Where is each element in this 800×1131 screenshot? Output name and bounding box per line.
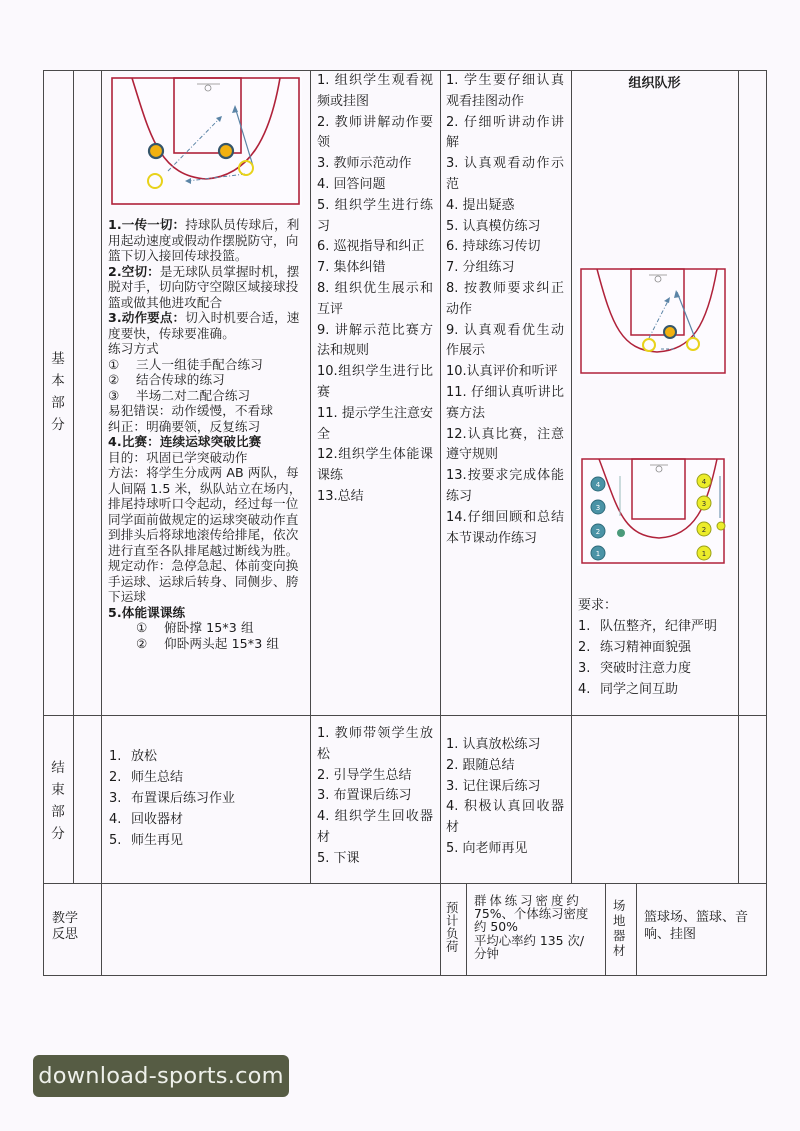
requirement-item	[578, 637, 736, 658]
load-line: 75%、个体练习密度	[474, 906, 589, 922]
student-activity: 2. 仔细听讲动作讲解	[446, 114, 564, 151]
requirement-number: 4.	[578, 682, 591, 697]
requirement-item	[578, 679, 736, 700]
student-activity: 1. 认真放松练习	[446, 737, 541, 752]
footer-divider-load-text	[466, 883, 467, 975]
venue-label-text: 场地器材	[613, 898, 626, 958]
table-border-bottom	[43, 975, 767, 976]
teaching-content-basic	[108, 217, 306, 651]
practice-method-3-text: 半场二对二配合练习	[136, 387, 251, 403]
content-item-1	[108, 217, 306, 264]
requirements-label: 要求：	[578, 598, 618, 613]
teacher-activity: 1. 组织学生观看视频或挂图	[317, 73, 433, 109]
content-item-2-text: 是无球队员掌握时机，摆脱对手，切向防守空隙区域接球投篮或做其他进攻配合	[108, 263, 300, 310]
load-label-text: 预计负荷	[446, 900, 459, 954]
student-activity: 2. 跟随总结	[446, 757, 515, 773]
teacher-activities-ending	[317, 724, 433, 870]
ending-item-text: 回收器材	[131, 812, 184, 827]
circle-number: ①	[108, 356, 120, 372]
practice-method-1	[108, 357, 306, 373]
content-item-3-text: 切入时机要合适，速度要快，传球要准确。	[108, 310, 300, 341]
row-divider-reflection	[43, 883, 767, 884]
organization-requirements	[578, 595, 736, 700]
table-border-left	[43, 70, 44, 976]
footer-divider-load-label	[440, 883, 441, 975]
footer-divider-venue-text	[636, 883, 637, 975]
ending-item-number: 4.	[109, 812, 122, 827]
teacher-activity: 5. 组织学生进行练习	[317, 197, 433, 234]
student-activity: 8. 按教师要求纠正动作	[446, 280, 564, 317]
fitness-item-2-text: 仰卧两头起 15*3 组	[164, 635, 280, 651]
requirement-number: 1.	[578, 619, 591, 634]
common-errors: 易犯错误：动作缓慢，不看球	[108, 403, 274, 418]
ending-item	[109, 830, 305, 851]
teacher-activity: 4. 组织学生回收器材	[317, 809, 433, 845]
student-activity: 13.按要求完成体能练习	[446, 468, 564, 504]
requirement-text: 队伍整齐，纪律严明	[600, 619, 718, 634]
load-line: 约 50%	[474, 919, 518, 935]
teacher-activity: 11. 提示学生注意安全	[317, 405, 433, 442]
team-a-player-2: 2	[595, 528, 601, 536]
section-label-ending	[48, 757, 68, 845]
practice-method-1-text: 三人一组徒手配合练习	[136, 356, 263, 372]
requirement-item	[578, 658, 736, 679]
content-item-5-title: 5.体能课课练	[108, 604, 186, 620]
student-activities-basic	[446, 71, 564, 549]
requirement-text: 突破时注意力度	[600, 661, 692, 676]
footer-divider-venue-label	[605, 883, 606, 975]
requirement-text: 练习精神面貌强	[600, 640, 692, 655]
teacher-activity: 6. 巡视指导和纠正	[317, 239, 425, 255]
fitness-item-1	[108, 620, 306, 636]
game-method: 方法：将学生分成两 AB 两队，每人间隔 1.5 米，纵队站立在场内，排尾持球听口令起动，经过每一位同学面前做规定的运球突破动作直到排头后将球地滚传给排尾，依次进行直至各队排尾越过断线为胜。	[108, 465, 302, 558]
court-diagram-svg	[110, 76, 302, 206]
content-item-1-title: 1.一传一切：	[108, 217, 186, 232]
col-divider-3	[310, 70, 311, 883]
table-border-right	[766, 70, 767, 976]
requirement-number: 2.	[578, 640, 591, 655]
content-item-3	[108, 310, 306, 341]
teacher-activity: 3. 教师示范动作	[317, 156, 412, 172]
ending-item-text: 师生总结	[131, 770, 184, 785]
reflection-text	[106, 890, 436, 970]
load-line: 分钟	[474, 945, 499, 961]
team-a-player-1: 1	[595, 550, 601, 558]
student-activity: 9. 认真观看优生动作展示	[446, 322, 564, 359]
formation-diagram-relay-lines	[577, 456, 729, 566]
venue-label	[613, 898, 627, 958]
teacher-activity: 10.组织学生进行比赛	[317, 364, 433, 400]
student-activity: 10.认真评价和听评	[446, 364, 558, 380]
student-activity: 6. 持球练习传切	[446, 239, 541, 255]
fitness-item-2	[108, 636, 306, 652]
row-divider-ending	[43, 715, 767, 716]
section-label-basic	[48, 348, 68, 436]
teacher-activities-basic	[317, 71, 433, 508]
ending-item-text: 布置课后练习作业	[131, 791, 236, 806]
relay-court-svg	[577, 456, 729, 566]
student-activity: 7. 分组练习	[446, 260, 515, 276]
section-label-ending-text: 结束部分	[51, 760, 65, 842]
student-activity: 12.认真比赛，注意遵守规则	[446, 426, 564, 463]
practice-method-2-text: 结合传球的练习	[136, 372, 225, 387]
content-item-3-title: 3.动作要点：	[108, 310, 186, 325]
col-divider-5	[571, 70, 572, 883]
requirement-number: 3.	[578, 661, 591, 676]
section-label-reflection	[52, 911, 82, 943]
teacher-activity: 2. 教师讲解动作要领	[317, 114, 433, 151]
team-b-player-4: 4	[701, 478, 707, 486]
student-activity: 1. 学生要仔细认真观看挂图动作	[446, 73, 564, 109]
ending-item-number: 3.	[109, 791, 122, 806]
ending-item-text: 师生再见	[131, 833, 184, 848]
team-a-player-4: 4	[595, 481, 601, 489]
teacher-activity: 3. 布置课后练习	[317, 788, 412, 804]
teacher-activity: 2. 引导学生总结	[317, 767, 412, 783]
teacher-activity: 1. 教师带领学生放松	[317, 726, 433, 762]
col-divider-1	[73, 70, 74, 883]
load-label	[446, 901, 460, 953]
content-item-1-text: 持球队员传球后，利用起动速度或假动作摆脱防守，向篮下切入接回传球投篮。	[108, 217, 300, 263]
teacher-activity: 13.总结	[317, 488, 364, 504]
teaching-content-ending	[109, 746, 305, 851]
watermark-badge: download-sports.com	[33, 1055, 289, 1097]
col-divider-4	[440, 70, 441, 883]
game-purpose: 目的：巩固已学突破动作	[108, 449, 248, 465]
ending-item	[109, 788, 305, 809]
student-activity: 4. 提出疑惑	[446, 197, 515, 213]
student-activity: 11. 仔细认真听讲比赛方法	[446, 384, 564, 421]
play-diagram-pass-and-cut	[110, 76, 302, 206]
circle-number: ①	[136, 620, 148, 635]
requirement-item	[578, 616, 736, 637]
practice-method-2	[108, 372, 306, 388]
col-divider-6	[738, 70, 739, 883]
requirement-text: 同学之间互助	[600, 682, 679, 697]
teacher-activity: 7. 集体纠错	[317, 260, 386, 276]
fitness-item-1-text: 俯卧撑 15*3 组	[164, 620, 254, 635]
venue-description: 篮球场、篮球、音响、挂图	[644, 910, 749, 942]
load-description	[474, 894, 602, 960]
ending-item-number: 5.	[109, 833, 122, 848]
student-activities-ending	[446, 735, 564, 860]
formation-court-svg	[577, 266, 729, 376]
formation-diagram-half-court	[577, 266, 729, 376]
ending-item	[109, 809, 305, 830]
content-item-4-title: 4.比赛：连续运球突破比赛	[108, 434, 262, 449]
teacher-activity: 9. 讲解示范比赛方法和规则	[317, 322, 433, 359]
team-b-player-1: 1	[701, 550, 707, 558]
student-activity: 5. 向老师再见	[446, 840, 528, 856]
teacher-activity: 8. 组织优生展示和互评	[317, 280, 433, 317]
teacher-activity: 12.组织学生体能课课练	[317, 447, 433, 484]
practice-method-3	[108, 388, 306, 404]
organization-title: 组织队形	[628, 76, 681, 91]
teacher-activity: 4. 回答问题	[317, 176, 386, 192]
student-activity: 3. 记住课后练习	[446, 778, 541, 794]
section-label-basic-text: 基本部分	[51, 351, 65, 433]
teacher-activity: 5. 下课	[317, 850, 360, 866]
team-b-player-3: 3	[701, 500, 707, 508]
load-line: 群体练习密度约	[474, 893, 582, 908]
student-activity: 14.仔细回顾和总结本节课动作练习	[446, 509, 564, 546]
content-item-2	[108, 264, 306, 311]
content-item-2-title: 2.空切：	[108, 263, 160, 279]
section-label-reflection-text: 教学反思	[52, 911, 79, 942]
student-activity: 5. 认真模仿练习	[446, 218, 541, 234]
corrections: 纠正：明确要领，反复练习	[108, 418, 261, 434]
ending-item-text: 放松	[131, 749, 158, 764]
load-line: 平均心率约 135 次/	[474, 932, 585, 948]
ending-item	[109, 746, 305, 767]
practice-methods-heading: 练习方式	[108, 341, 159, 356]
team-a-player-3: 3	[595, 504, 601, 512]
ending-item-number: 1.	[109, 749, 122, 764]
game-required-moves: 规定动作：急停急起、体前变向换手运球、运球后转身、同侧步、胯下运球	[108, 558, 299, 604]
col-divider-2	[101, 70, 102, 976]
circle-number: ②	[136, 635, 148, 651]
ending-item-number: 2.	[109, 770, 122, 785]
team-b-player-2: 2	[701, 526, 707, 534]
circle-number: ③	[108, 387, 120, 403]
circle-number: ②	[108, 372, 120, 387]
student-activity: 3. 认真观看动作示范	[446, 156, 564, 192]
ending-item	[109, 767, 305, 788]
student-activity: 4. 积极认真回收器材	[446, 799, 564, 836]
